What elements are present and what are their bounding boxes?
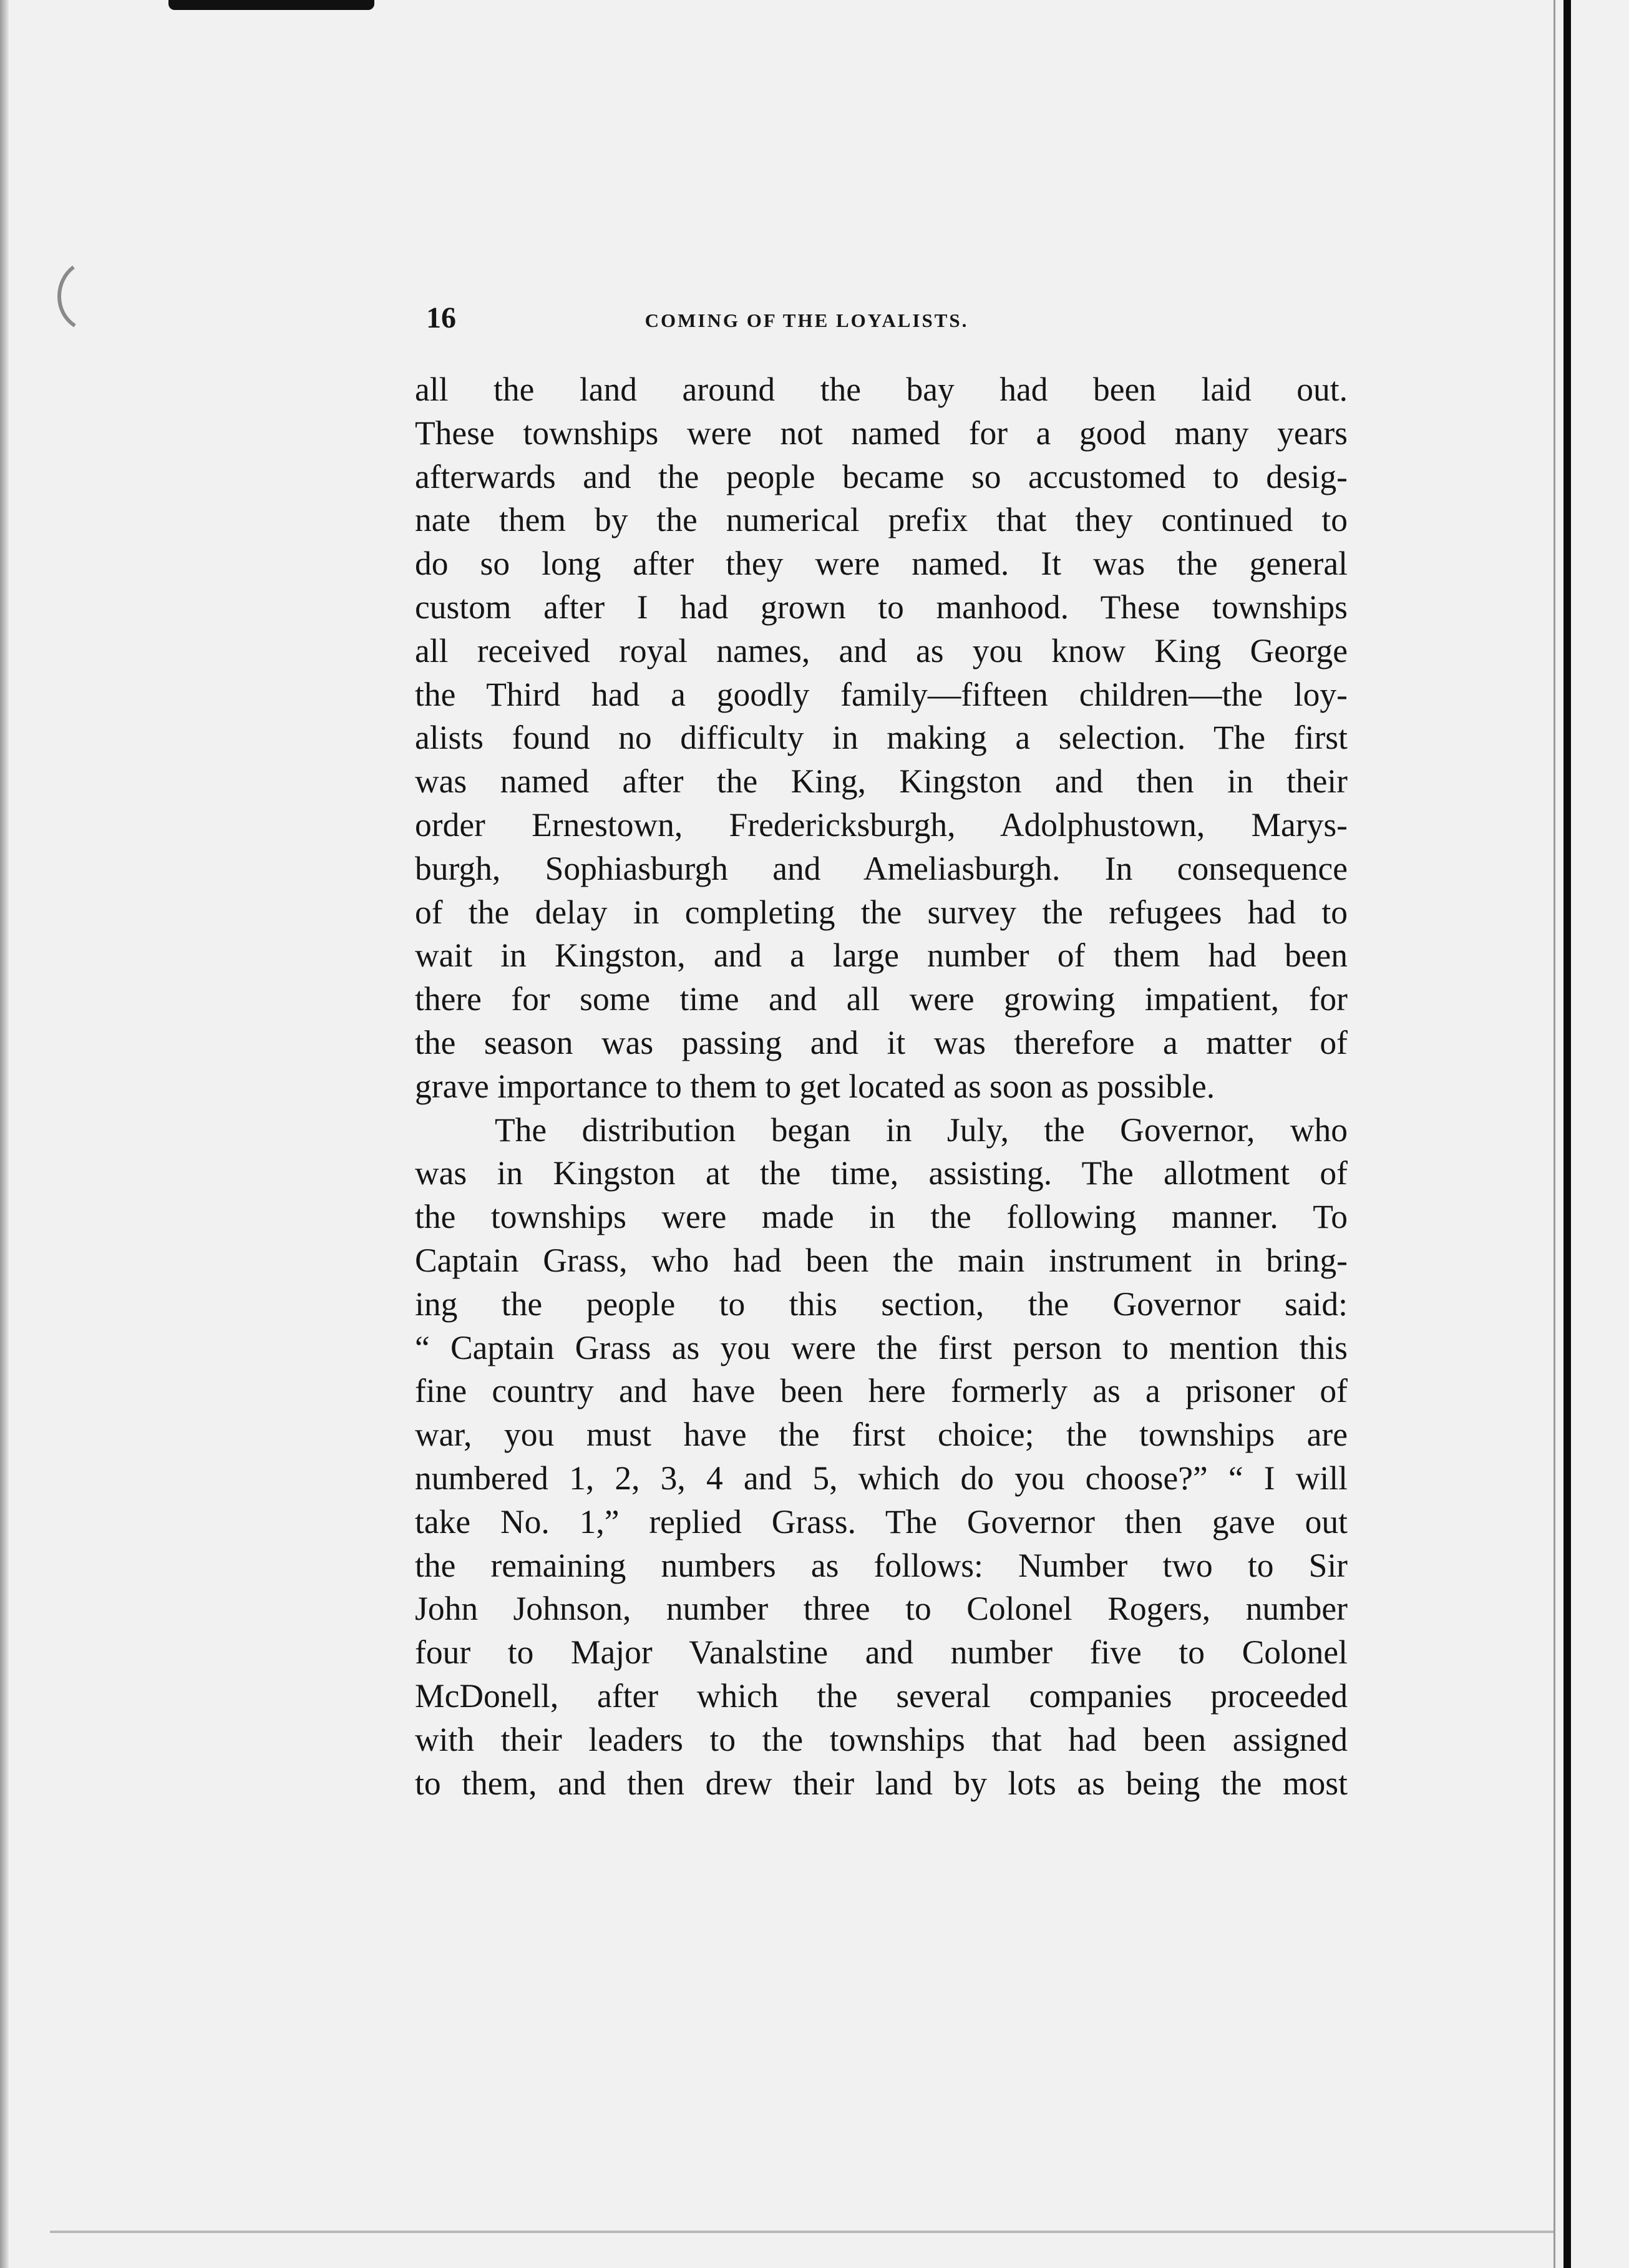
- right-page-edge: [1554, 0, 1555, 2268]
- page-header: [426, 301, 1097, 351]
- left-scan-edge: [0, 0, 9, 2268]
- text-line: alists found no difficulty in making a selection. The first: [415, 719, 1348, 757]
- text-line: “ Captain Grass as you were the first person to mention this: [415, 1328, 1348, 1366]
- text-line: take No. 1,” replied Grass. The Governor then gave out: [415, 1502, 1348, 1540]
- text-line: McDonell, after which the several companies proceeded: [415, 1677, 1348, 1715]
- left-margin-smudge: [49, 262, 86, 331]
- text-line: the season was passing and it was therefore a matter of: [415, 1023, 1348, 1061]
- text-line: to them, and then drew their land by lots as being the most: [415, 1764, 1348, 1802]
- text-line: custom after I had grown to manhood. These townships: [415, 588, 1348, 626]
- text-line: do so long after they were named. It was the general: [415, 545, 1348, 583]
- text-line: order Ernestown, Fredericksburgh, Adolphustown, Marys-: [415, 805, 1348, 844]
- text-line: burgh, Sophiasburgh and Ameliasburgh. In consequence: [415, 849, 1348, 887]
- text-line: Captain Grass, who had been the main instrument in bring-: [415, 1241, 1348, 1279]
- text-line: nate them by the numerical prefix that they continued to: [415, 501, 1348, 539]
- top-scan-artifact: [168, 0, 374, 10]
- text-line: These townships were not named for a good many years: [415, 414, 1348, 452]
- text-line: all the land around the bay had been laid out.: [415, 371, 1348, 408]
- text-line: was in Kingston at the time, assisting. The allotment of: [415, 1154, 1348, 1192]
- text-line: afterwards and the people became so accustomed to desig-: [415, 457, 1348, 495]
- text-line: with their leaders to the townships that had been assigned: [415, 1720, 1348, 1758]
- text-line: numbered 1, 2, 3, 4 and 5, which do you choose?” “ I will: [415, 1459, 1348, 1497]
- text-line: wait in Kingston, and a large number of them had been: [415, 937, 1348, 975]
- text-line: there for some time and all were growing impatient, for: [415, 980, 1348, 1018]
- paragraph-start-line: The distribution began in July, the Governor, who: [495, 1111, 1348, 1149]
- body-text: [415, 368, 1348, 1805]
- text-line: the townships were made in the following manner. To: [415, 1198, 1348, 1236]
- running-head: COMING OF THE LOYALISTS.: [644, 309, 969, 331]
- text-line: the remaining numbers as follows: Number two to Sir: [415, 1546, 1348, 1584]
- paragraph-end-line: grave importance to them to get located as soon as possible.: [415, 1067, 1215, 1105]
- text-line: John Johnson, number three to Colonel Rogers, number: [415, 1590, 1348, 1628]
- text-line: all received royal names, and as you know King George: [415, 631, 1348, 669]
- text-line: the Third had a goodly family—fifteen children—the loy-: [415, 675, 1348, 713]
- page-number: 16: [426, 301, 456, 334]
- text-line: ing the people to this section, the Governor said:: [415, 1285, 1348, 1323]
- text-line: was named after the King, Kingston and then in their: [415, 762, 1348, 801]
- text-line: war, you must have the first choice; the townships are: [415, 1416, 1348, 1454]
- bottom-page-edge: [50, 2231, 1554, 2233]
- text-line: fine country and have been here formerly as a prisoner of: [415, 1372, 1348, 1410]
- text-line: of the delay in completing the survey the refugees had to: [415, 893, 1348, 931]
- text-line: four to Major Vanalstine and number five to Colonel: [415, 1633, 1348, 1672]
- right-binding-border: [1563, 0, 1571, 2268]
